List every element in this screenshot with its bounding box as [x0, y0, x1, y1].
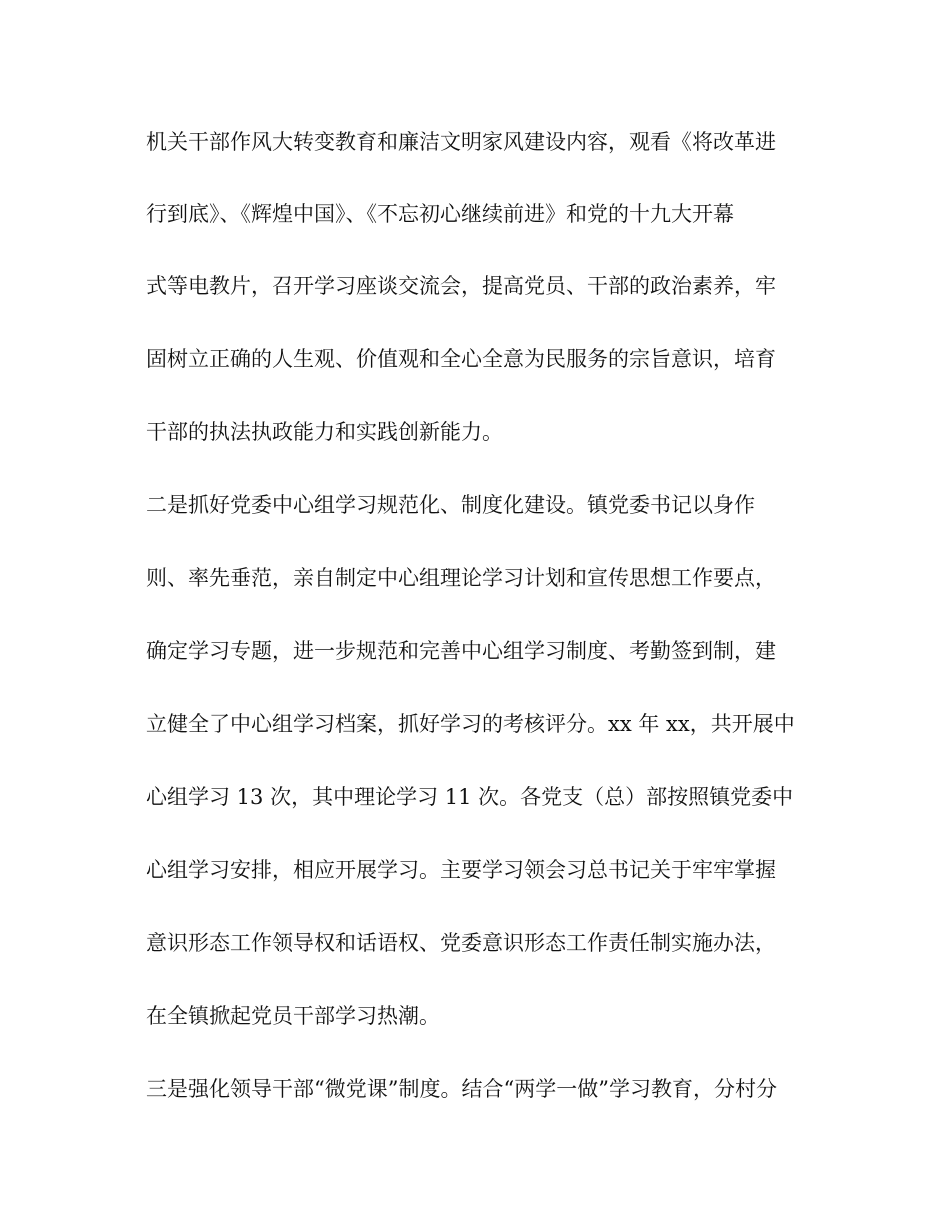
text-line-4: 固树立正确的人生观、价值观和全心全意为民服务的宗旨意识，培育: [146, 347, 776, 371]
text-line-5: 干部的执法执政能力和实践创新能力。: [146, 420, 503, 444]
text-line-9: 立健全了中心组学习档案，抓好学习的考核评分。xx 年 xx，共开展中: [146, 712, 795, 736]
text-line-14: 三是强化领导干部“微党课”制度。结合“两学一做”学习教育，分村分: [146, 1077, 777, 1101]
text-line-12: 意识形态工作领导权和话语权、党委意识形态工作责任制实施办法，: [146, 931, 776, 955]
text-line-1: 机关干部作风大转变教育和廉洁文明家风建设内容，观看《将改革进: [146, 130, 776, 154]
text-line-2: 行到底》、《辉煌中国》、《不忘初心继续前进》和党的十九大开幕: [146, 202, 734, 226]
text-line-11: 心组学习安排，相应开展学习。主要学习领会习总书记关于牢牢掌握: [146, 858, 776, 882]
text-line-10: 心组学习 13 次，其中理论学习 11 次。各党支（总）部按照镇党委中: [146, 785, 794, 809]
text-line-8: 确定学习专题，进一步规范和完善中心组学习制度、考勤签到制，建: [146, 639, 776, 663]
text-line-13: 在全镇掀起党员干部学习热潮。: [146, 1004, 440, 1028]
text-line-3: 式等电教片，召开学习座谈交流会，提高党员、干部的政治素养，牢: [146, 274, 776, 298]
text-line-7: 则、率先垂范，亲自制定中心组理论学习计划和宣传思想工作要点，: [146, 566, 776, 590]
text-line-6: 二是抓好党委中心组学习规范化、制度化建设。镇党委书记以身作: [146, 493, 755, 517]
